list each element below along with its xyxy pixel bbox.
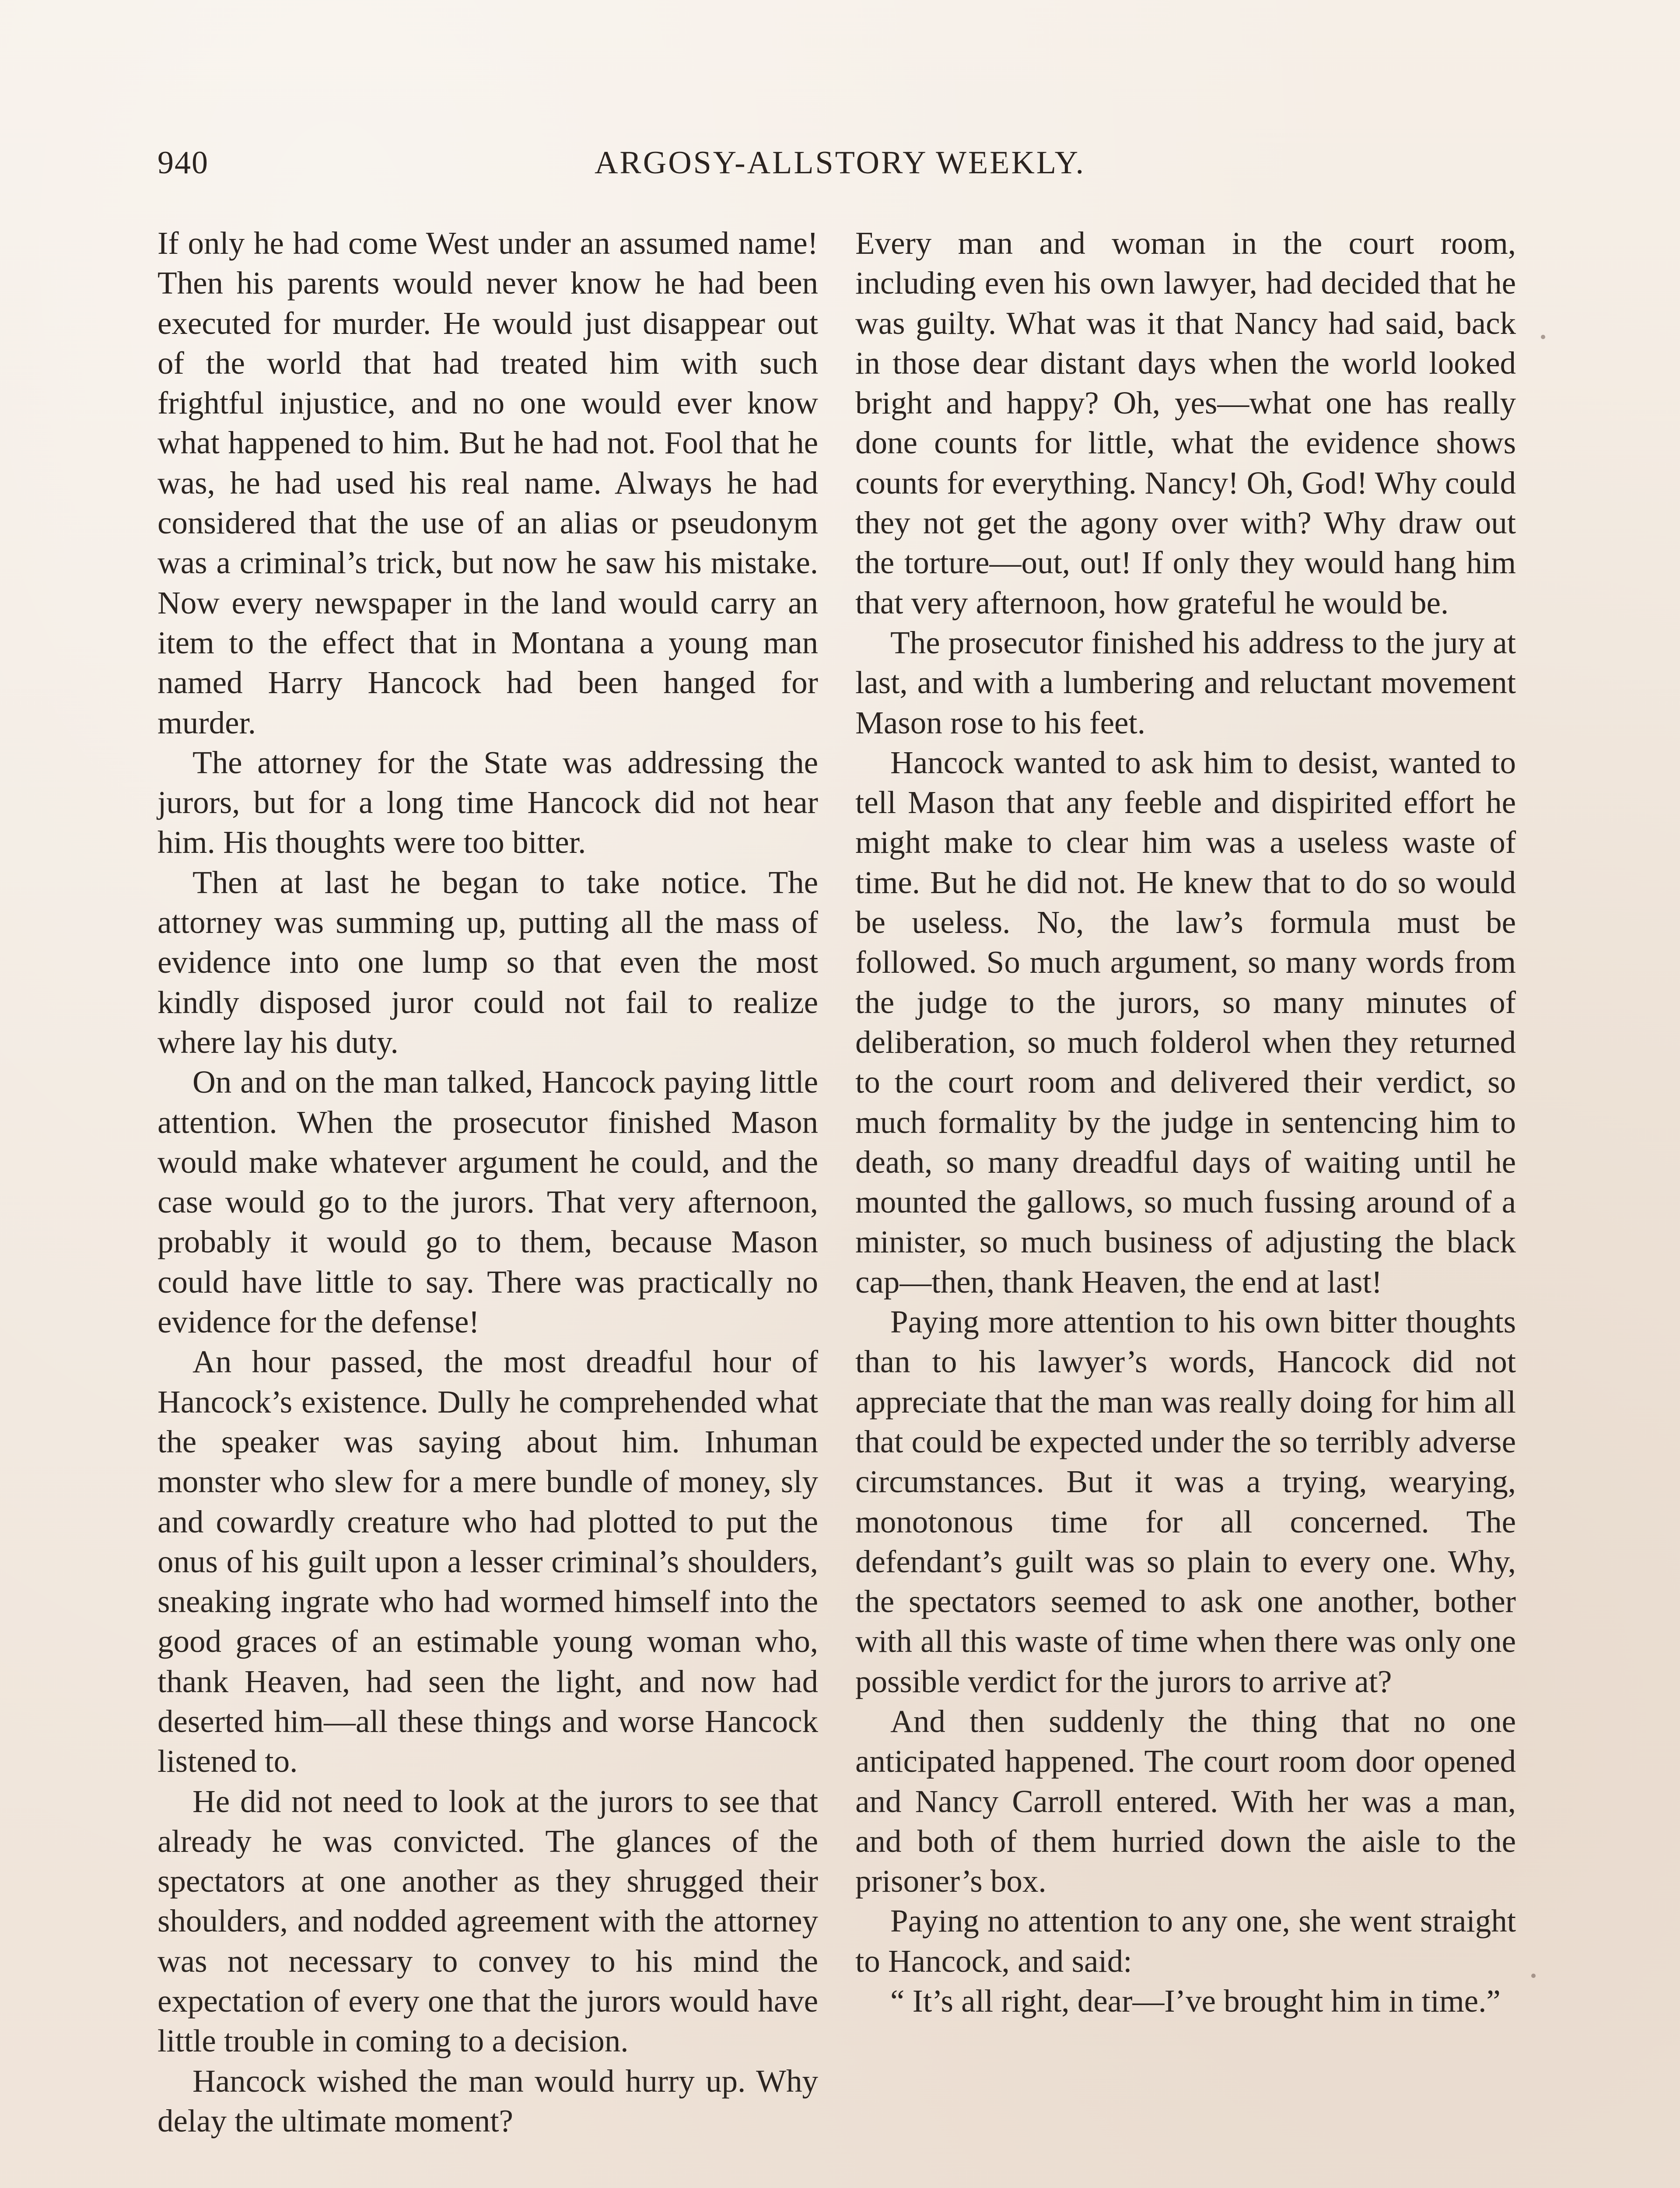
- paragraph: The attorney for the State was addressing the jurors, but for a long time Hancock did not hear him. His thoughts were too bitter.: [158, 744, 818, 860]
- paragraph: Paying no attention to any one, she went straight to Hancock, and said:: [855, 1903, 1516, 1979]
- page-number: 940: [158, 145, 209, 181]
- paragraph: On and on the man talked, Hancock paying little attention. When the prosecutor finished Mason would make whatever argument he could, and the case would go to the jurors. That very afternoon, probably it would go to them, because Mason could have little to say. There was practically no evidence for the defense!: [158, 1064, 818, 1340]
- paragraph: Hancock wanted to ask him to desist, wanted to tell Mason that any feeble and dispirited effort he might make to clear him was a useless waste of time. But he did not. He knew that to do so would be useless. No, the law’s formula must be followed. So much argument, so many words from the judge to the jurors, so many minutes of deliberation, so much folderol when they returned to the court room and delivered their verdict, so much formality by the judge in sentencing him to death, so many dreadful days of waiting until he mounted the gallows, so much fussing around of a minister, so much business of adjusting the black cap—then, thank Heaven, the end at last!: [855, 744, 1516, 1300]
- paragraph: Hancock wished the man would hurry up. Why delay the ultimate moment?: [158, 2063, 818, 2139]
- paragraph: Then at last he began to take notice. The attorney was summing up, putting all the mass of evidence into one lump so that even the most kindly disposed juror could not fail to realize where lay his duty.: [158, 864, 818, 1060]
- paragraph: Every man and woman in the court room, including even his own lawyer, had decided that he was guilty. What was it that Nancy had said, back in those dear distant days when the world looked bright and happy? Oh, yes—what one has really done counts for little, what the evidence shows counts for everything. Nancy! Oh, God! Why could they not get the agony over with? Why draw out the torture—out, out! If only they would hang him that very afternoon, how grateful he would be.: [855, 225, 1516, 621]
- paragraph: The prosecutor finished his address to the jury at last, and with a lumbering and reluctant movement Mason rose to his feet.: [855, 624, 1516, 740]
- paragraph: Paying more attention to his own bitter thoughts than to his lawyer’s words, Hancock did not appreciate that the man was really doing for him all that could be expected under the so terribly adverse circumstances. But it was a trying, wearying, monotonous time for all concerned. The defendant’s guilt was so plain to every one. Why, the spectators seemed to ask one another, bother with all this waste of time when there was only one possible verdict for the jurors to arrive at?: [855, 1304, 1516, 1699]
- paragraph: “ It’s all right, dear—I’ve brought him in time.”: [890, 1983, 1501, 2019]
- paragraph: He did not need to look at the jurors to see that already he was convicted. The glances of the spectators at one another as they shrugged their shoulders, and nodded agreement with the attorney was not necessary to convey to his mind the expectation of every one that the jurors would have little trouble in coming to a decision.: [158, 1783, 818, 2059]
- paragraph: An hour passed, the most dreadful hour of Hancock’s existence. Dully he comprehended what the speaker was saying about him. Inhuman monster who slew for a mere bundle of money, sly and cowardly creature who had plotted to put the onus of his guilt upon a lesser criminal’s shoulders, sneaking ingrate who had wormed himself into the good graces of an estimable young woman who, thank Heaven, had seen the light, and now had deserted him—all these things and worse Hancock listened to.: [158, 1344, 818, 1779]
- print-speck: [1541, 335, 1545, 339]
- page-header: [158, 144, 1522, 197]
- right-text-column: [855, 223, 1516, 2021]
- running-head-title: ARGOSY-ALLSTORY WEEKLY.: [594, 145, 1086, 181]
- paragraph: If only he had come West under an assumed name! Then his parents would never know he had been executed for murder. He would just disappear out of the world that had treated him with such frightful injustice, and no one would ever know what happened to him. But he had not. Fool that he was, he had used his real name. Always he had considered that the use of an alias or pseudonym was a criminal’s trick, but now he saw his mistake. Now every newspaper in the land would carry an item to the effect that in Montana a young man named Harry Hancock had been hanged for murder.: [158, 225, 818, 740]
- left-text-column: [158, 223, 818, 2141]
- print-speck: [1531, 1974, 1536, 1978]
- paragraph: And then suddenly the thing that no one anticipated happened. The court room door opened and Nancy Carroll entered. With her was a man, and both of them hurried down the aisle to the prisoner’s box.: [855, 1703, 1516, 1899]
